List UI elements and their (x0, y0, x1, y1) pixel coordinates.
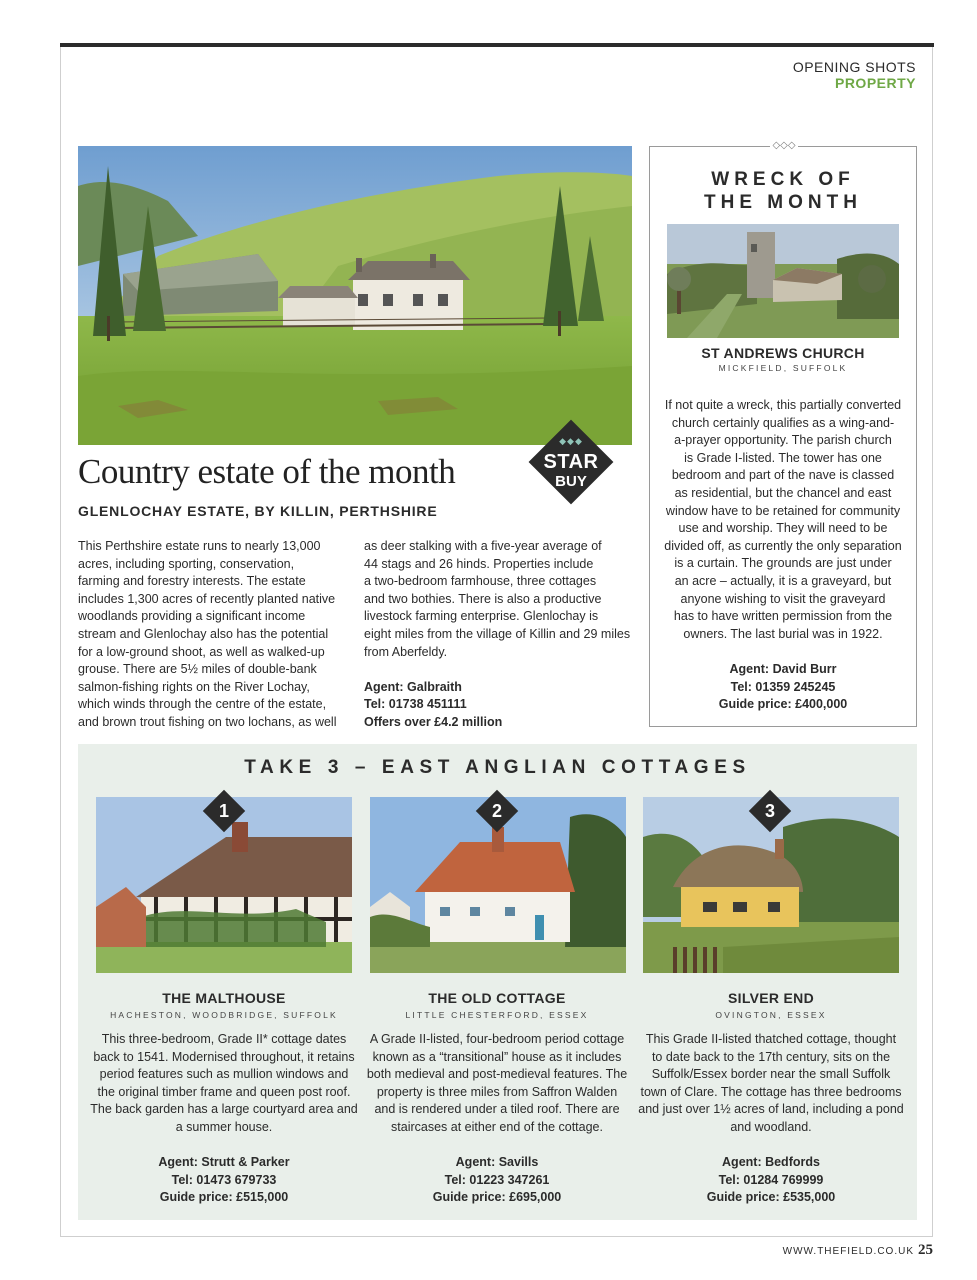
text-line: woodlands providing a significant income (78, 609, 306, 624)
wreck-price: Guide price: £400,000 (718, 697, 848, 712)
wreck-property-name: ST ANDREWS CHURCH (701, 345, 865, 361)
text-line: This Perthshire estate runs to nearly 13,000 (78, 539, 321, 553)
cottage-1-number: 1 (218, 801, 229, 821)
badge-buy-text: BUY (555, 473, 587, 490)
text-line: from Aberfeldy. (364, 644, 448, 659)
text-line: livestock farming enterprise. Glenlochay is (364, 609, 599, 624)
wreck-agent-block (649, 661, 917, 714)
cottage-3-name: SILVER END (728, 990, 814, 1006)
text-line: use and worship. They will need to be (678, 521, 888, 536)
cottage-1-number-badge (201, 788, 247, 834)
text-line: divided off, as currently the only separation (664, 538, 902, 553)
text-line: is a curtain. The grounds are just under (674, 556, 892, 571)
cottage-3-location: OVINGTON, ESSEX (715, 1010, 827, 1020)
text-line: church certainly qualifies as a wing-and- (671, 415, 895, 430)
text-line: has to have written permission from the (673, 609, 893, 624)
subsection-label: PROPERTY (834, 75, 916, 91)
text-line: eight miles from the village of Killin and 29 miles (364, 626, 631, 641)
text-line: town of Clare. The cottage has three bedrooms (640, 1084, 902, 1099)
text-line: back to 1541. Modernised throughout, it retains (93, 1049, 355, 1064)
text-line: This Grade II-listed thatched cottage, thought (645, 1032, 897, 1046)
section-header (793, 59, 916, 91)
star-buy-badge (529, 420, 613, 504)
feature-title: Country estate of the month (78, 452, 456, 491)
cottage-2-agent-block (362, 1154, 632, 1207)
badge-dots: ◆◆◆ (559, 436, 583, 446)
wreck-photo-church (667, 224, 899, 338)
page-number: 25 (918, 1242, 933, 1258)
text-line: a-prayer opportunity. The parish church (674, 433, 892, 448)
wreck-agent: Agent: David Burr (729, 662, 837, 676)
text-line: period features such as mullion windows and (99, 1067, 349, 1082)
text-line: a summer house. (175, 1119, 273, 1134)
page-footer (783, 1242, 933, 1259)
wreck-decoration-icon: ◇◇◇ (770, 139, 798, 153)
text-line: and just over 1½ acres of land, including a pond (638, 1102, 904, 1117)
text-line: This three-bedroom, Grade II* cottage dates (101, 1032, 347, 1046)
text-line: grouse. There are 5½ miles of double-bank (78, 662, 317, 677)
text-line: and is rendered under a tiled roof. There are (374, 1102, 620, 1117)
text-line: salmon-fishing rights on the River Lochay, (78, 679, 310, 694)
cottage-1-name: THE MALTHOUSE (162, 990, 286, 1006)
text-line: a two-bedroom farmhouse, three cottages (364, 574, 597, 589)
cottage-2-body (362, 1031, 632, 1137)
cottage-2-tel: Tel: 01223 347261 (444, 1172, 550, 1187)
cottage-2-number: 2 (491, 801, 502, 821)
wreck-title-line-2: THE MONTH (704, 192, 862, 213)
cottage-3-agent-block (636, 1154, 906, 1207)
cottage-3-body (636, 1031, 906, 1137)
wreck-tel: Tel: 01359 245245 (730, 679, 836, 694)
text-line: an acre – actually, it is a graveyard, but (674, 573, 892, 588)
text-line: to date back to the 17th century, sits on the (651, 1049, 891, 1064)
cottage-1-agent: Agent: Strutt & Parker (158, 1155, 290, 1169)
text-line: property is three miles from Saffron Walden (376, 1084, 618, 1099)
wreck-body (660, 397, 906, 643)
footer-url[interactable]: WWW.THEFIELD.CO.UK (782, 1246, 914, 1257)
badge-star-text: STAR (543, 451, 599, 473)
section-label: OPENING SHOTS (792, 59, 916, 75)
cottage-3-agent: Agent: Bedfords (722, 1155, 820, 1169)
cottage-3-number: 3 (764, 801, 775, 821)
cottage-1-body (89, 1031, 359, 1137)
cottage-2-location: LITTLE CHESTERFORD, ESSEX (405, 1010, 589, 1020)
text-line: 44 stags and 26 hinds. Properties include (364, 556, 594, 571)
cottage-3-number-badge (747, 788, 793, 834)
text-line: which winds through the centre of the estate, (78, 697, 327, 712)
cottage-2-agent: Agent: Savills (455, 1155, 539, 1169)
text-line: and woodland. (730, 1119, 812, 1134)
feature-agent: Agent: Galbraith (364, 679, 462, 694)
text-line: for a low-ground shoot, as well as walked-up (78, 644, 325, 659)
text-line: and brown trout fishing on two lochans, as well (78, 714, 337, 729)
text-line: anyone wishing to visit the graveyard (680, 591, 886, 606)
text-line: includes 1,300 acres of recently planted native (78, 591, 336, 606)
text-line: If not quite a wreck, this partially converted (664, 398, 902, 412)
text-line: the original timber frame and queen post roof. (97, 1084, 351, 1099)
text-line: window have to be retained for community (665, 503, 901, 518)
wreck-title-line-1: WRECK OF (711, 169, 855, 190)
text-line: acres, including sporting, conservation, (78, 556, 295, 571)
text-line: as deer stalking with a five-year average of (364, 539, 602, 553)
cottage-3-price: Guide price: £535,000 (706, 1190, 836, 1205)
wreck-title (649, 168, 917, 214)
text-line: owners. The last burial was in 1922. (683, 626, 883, 641)
hero-photo-glenlochay-estate (78, 146, 632, 445)
text-line: stream and Glenlochay also has the potential (78, 626, 329, 641)
text-line: Suffolk/Essex border near the small Suffolk (651, 1067, 891, 1082)
text-line: staircases at either end of the cottage. (391, 1119, 603, 1134)
cottage-1-location: HACHESTON, WOODBRIDGE, SUFFOLK (110, 1010, 338, 1020)
text-line: A Grade II-listed, four-bedroom period cottage (369, 1032, 625, 1046)
cottage-2-name: THE OLD COTTAGE (428, 990, 566, 1006)
cottage-3-tel: Tel: 01284 769999 (718, 1172, 824, 1187)
cottage-1-tel: Tel: 01473 679733 (171, 1172, 277, 1187)
cottage-2-price: Guide price: £695,000 (432, 1190, 562, 1205)
text-line: as residential, but the chancel and east (674, 485, 892, 500)
feature-price: Offers over £4.2 million (364, 714, 503, 729)
feature-subtitle: GLENLOCHAY ESTATE, BY KILLIN, PERTHSHIRE (78, 503, 438, 519)
text-line: The back garden has a large courtyard area and (90, 1102, 358, 1117)
text-line: known as a “transitional” house as it includes (372, 1049, 622, 1064)
feature-column-2 (364, 538, 632, 732)
text-line: farming and forestry interests. The estate (78, 574, 306, 589)
cottage-2-number-badge (474, 788, 520, 834)
cottage-1-price: Guide price: £515,000 (159, 1190, 289, 1205)
text-line: is Grade I-listed. The tower has one (684, 450, 882, 465)
wreck-location: MICKFIELD, SUFFOLK (718, 363, 848, 373)
feature-column-1 (78, 538, 340, 732)
text-line: and two bothies. There is also a productive (364, 591, 602, 606)
text-line: both medieval and post-medieval features. The (366, 1067, 628, 1082)
text-line: bedroom and part of the nave is classed (671, 468, 895, 483)
take-3-title: TAKE 3 – EAST ANGLIAN COTTAGES (244, 757, 751, 778)
cottage-1-agent-block (89, 1154, 359, 1207)
feature-tel: Tel: 01738 451111 (364, 697, 467, 712)
